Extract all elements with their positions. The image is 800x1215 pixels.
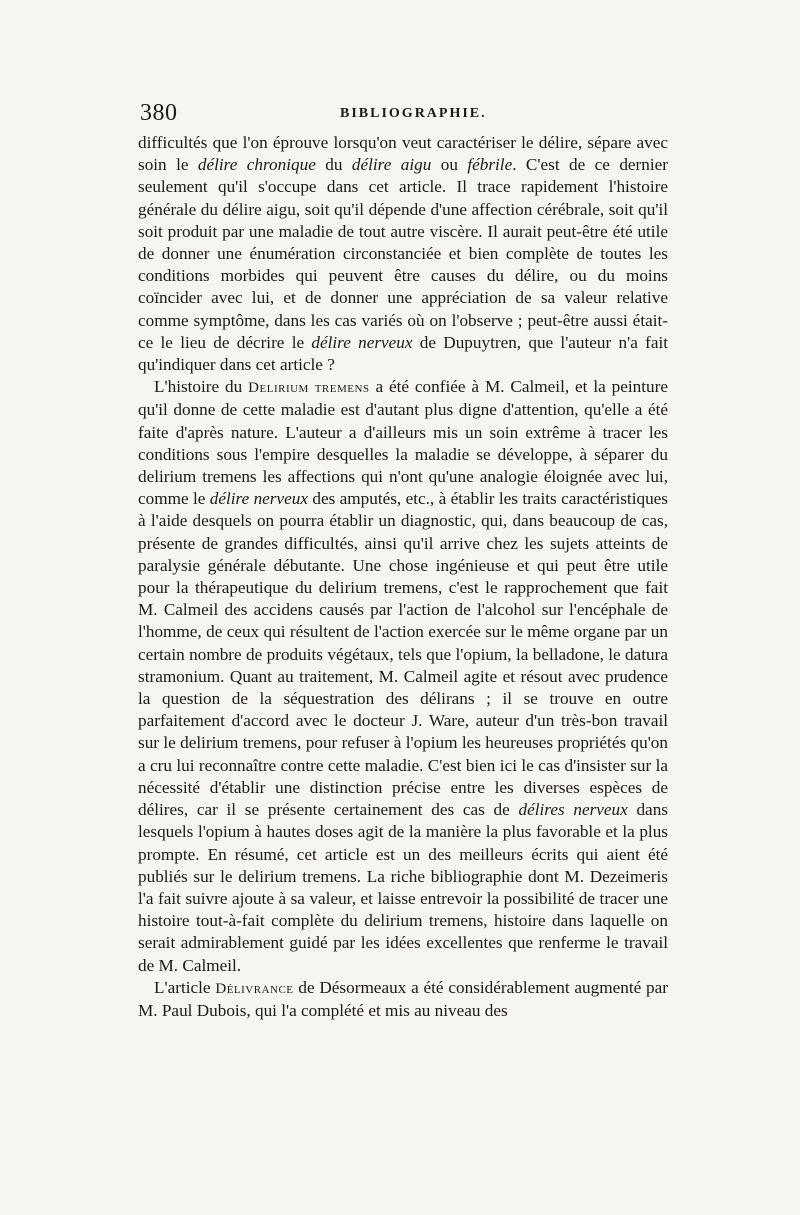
text-run: L'article	[154, 977, 216, 997]
small-caps-term: Delirium tremens	[248, 380, 370, 397]
text-run: L'histoire du	[154, 377, 249, 397]
italic-term: délire chronique	[197, 155, 316, 175]
page-header	[140, 100, 668, 130]
italic-term: délire aigu	[351, 155, 432, 175]
italic-term: délires nerveux	[518, 800, 628, 820]
text-run: des amputés, etc., à établir les traits caractéristiques à l'aide desquels on pourra établir un diagnostic, qui, dans beaucoup de cas, présente de grandes difficultés, ainsi qu'il arrive chez les sujets atteints de paralysie générale débutante. Une chose ingénieuse et qui peut être utile pour la thérapeutique du delirium tremens, c'est le rapprochement que fait M. Calmeil des accidens causés par l'action de l'alcohol sur l'encéphale de l'homme, de ceux qui résultent de l'action exercée sur le même organe par un certain nombre de produits végétaux, tels que l'opium, la belladone, le datura stramonium. Quant au traitement, M. Calmeil agite et résout avec prudence la question de la séquestration des délirans ; il se trouve en outre parfaitement d'accord avec le docteur J. Ware, auteur d'un très-bon travail sur le delirium tremens, pour refuser à l'opium les heureuses propriétés qu'on a cru lui reconnaître contre cette maladie. C'est bien ici le cas d'insister sur la nécessité d'établir une distinction précise entre les diverses espèces de délires, car il se présente certainement des cas de	[138, 489, 668, 820]
paragraph-2	[138, 376, 668, 976]
text-run: difficultés que l'on éprouve lorsqu'on veut caractériser le délire, sépare avec soin le	[138, 133, 668, 175]
text-run: a été confiée à M. Calmeil, et la peinture qu'il donne de cette maladie est d'autant plus digne d'attention, qu'elle a été faite d'après nature. L'auteur a d'ailleurs mis un soin extrême à tracer les conditions sous l'empire desquelles la maladie se développe, à séparer du delirium tremens les affections qui n'ont qu'une analogie éloignée avec lui, comme le	[138, 377, 668, 509]
text-run: . C'est de ce dernier seulement qu'il s'occupe dans cet article. Il trace rapidement l'histoire générale du délire aigu, soit qu'il dépende d'une affection cérébrale, soit qu'il soit produit par une maladie de tout autre viscère. Il aurait peut-être été utile de donner une énumération circonstanciée et bien complète de toutes les conditions morbides qui peuvent être causes du délire, ou du moins coïncider avec lui, et de donner une appréciation de sa valeur relative comme symptôme, dans les cas variés où on l'observe ; peut-être aussi était-ce le lieu de décrire le	[138, 155, 668, 352]
paragraph-1	[138, 132, 668, 376]
text-run: de Dupuytren, que l'auteur n'a fait qu'indiquer dans cet article ?	[138, 332, 669, 375]
text-run: de Désormeaux a été considérablement augmenté par M. Paul Dubois, qui l'a complété et mis au niveau des	[138, 977, 668, 1020]
running-head: BIBLIOGRAPHIE.	[340, 106, 487, 121]
text-run: ou	[431, 155, 468, 175]
page-number: 380	[140, 100, 178, 126]
small-caps-term: Délivrance	[215, 980, 294, 997]
italic-term: fébrile	[467, 155, 513, 175]
text-run: du	[315, 155, 352, 175]
italic-term: délire nerveux	[311, 332, 413, 352]
paragraph-3	[138, 977, 668, 1022]
italic-term: délire nerveux	[209, 489, 308, 509]
text-run: dans lesquels l'opium à hautes doses agit de la manière la plus favorable et la plus prompte. En résumé, cet article est un des meilleurs écrits qui aient été publiés sur le delirium tremens. La riche bibliographie dont M. Dezeimeris l'a fait suivre ajoute à sa valeur, et laisse entrevoir la possibilité de tracer une histoire tout-à-fait complète du delirium tremens, histoire dans laquelle on serait admirablement guidé par les idées excellentes que renferme le travail de M. Calmeil.	[138, 800, 668, 975]
body-text	[138, 132, 668, 1022]
